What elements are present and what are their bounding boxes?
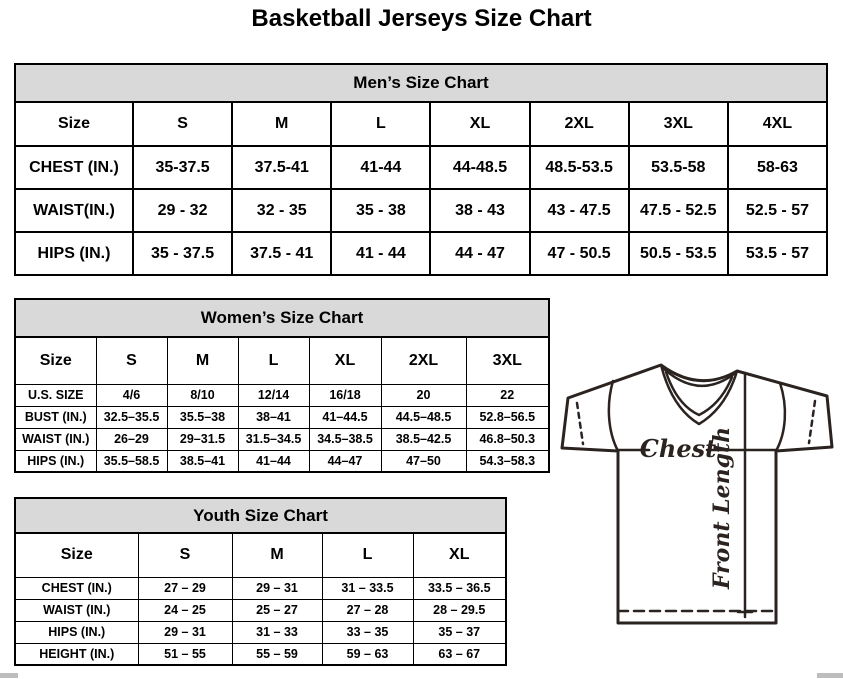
size-value-cell: 35.5–38	[167, 406, 238, 428]
size-value-cell: 35-37.5	[133, 146, 232, 189]
row-label: WAIST (IN.)	[15, 599, 138, 621]
size-value-cell: 59 – 63	[322, 643, 413, 665]
size-value-cell: 33 – 35	[322, 621, 413, 643]
column-header: Size	[15, 102, 133, 146]
chest-label: Chest	[639, 434, 717, 463]
size-value-cell: 35 – 37	[413, 621, 506, 643]
size-value-cell: 37.5-41	[232, 146, 331, 189]
right-armhole-seam	[776, 383, 785, 451]
column-header: 2XL	[381, 337, 466, 384]
size-value-cell: 44 - 47	[430, 232, 529, 275]
column-header: L	[331, 102, 430, 146]
jersey-body-outline	[562, 365, 832, 623]
row-label: HIPS (IN.)	[15, 621, 138, 643]
column-header: XL	[309, 337, 381, 384]
row-label: HIPS (IN.)	[15, 232, 133, 275]
size-value-cell: 41–44	[238, 450, 309, 472]
size-value-cell: 29–31.5	[167, 428, 238, 450]
size-value-cell: 20	[381, 384, 466, 406]
column-header: 4XL	[728, 102, 827, 146]
size-value-cell: 4/6	[96, 384, 167, 406]
size-value-cell: 38–41	[238, 406, 309, 428]
size-value-cell: 51 – 55	[138, 643, 232, 665]
row-label: U.S. SIZE	[15, 384, 96, 406]
size-value-cell: 38.5–41	[167, 450, 238, 472]
size-value-cell: 55 – 59	[232, 643, 322, 665]
left-cuff-dashed-line	[577, 403, 583, 444]
size-value-cell: 50.5 - 53.5	[629, 232, 728, 275]
column-header: M	[167, 337, 238, 384]
mens-chart-title: Men’s Size Chart	[14, 63, 828, 103]
size-value-cell: 38 - 43	[430, 189, 529, 232]
size-value-cell: 29 – 31	[232, 577, 322, 599]
size-value-cell: 47.5 - 52.5	[629, 189, 728, 232]
column-header: 3XL	[466, 337, 549, 384]
size-value-cell: 22	[466, 384, 549, 406]
column-header: XL	[413, 533, 506, 577]
size-value-cell: 35.5–58.5	[96, 450, 167, 472]
mens-size-chart-section	[14, 63, 828, 276]
column-header-row	[15, 102, 827, 146]
table-row	[15, 428, 549, 450]
size-value-cell: 16/18	[309, 384, 381, 406]
right-cuff-dashed-line	[809, 401, 815, 443]
size-value-cell: 24 – 25	[138, 599, 232, 621]
column-header: Size	[15, 337, 96, 384]
table-row	[15, 189, 827, 232]
size-value-cell: 53.5 - 57	[728, 232, 827, 275]
table-row	[15, 450, 549, 472]
size-value-cell: 47 - 50.5	[530, 232, 629, 275]
column-header: Size	[15, 533, 138, 577]
table-row	[15, 577, 506, 599]
size-value-cell: 32.5–35.5	[96, 406, 167, 428]
column-header: 2XL	[530, 102, 629, 146]
row-label: HIPS (IN.)	[15, 450, 96, 472]
size-value-cell: 28 – 29.5	[413, 599, 506, 621]
size-value-cell: 8/10	[167, 384, 238, 406]
size-value-cell: 41 - 44	[331, 232, 430, 275]
row-label: HEIGHT (IN.)	[15, 643, 138, 665]
size-value-cell: 38.5–42.5	[381, 428, 466, 450]
size-value-cell: 44.5–48.5	[381, 406, 466, 428]
row-label: WAIST(IN.)	[15, 189, 133, 232]
column-header: M	[232, 533, 322, 577]
womens-chart-title: Women’s Size Chart	[14, 298, 550, 338]
youth-size-chart-section	[14, 497, 507, 666]
size-value-cell: 47–50	[381, 450, 466, 472]
womens-size-table	[14, 336, 550, 473]
womens-size-chart-section	[14, 298, 550, 473]
column-header: XL	[430, 102, 529, 146]
size-value-cell: 27 – 29	[138, 577, 232, 599]
table-row	[15, 384, 549, 406]
column-header: L	[322, 533, 413, 577]
size-value-cell: 52.8–56.5	[466, 406, 549, 428]
column-header: S	[138, 533, 232, 577]
size-value-cell: 31 – 33	[232, 621, 322, 643]
size-value-cell: 33.5 – 36.5	[413, 577, 506, 599]
row-label: BUST (IN.)	[15, 406, 96, 428]
table-row	[15, 643, 506, 665]
size-value-cell: 46.8–50.3	[466, 428, 549, 450]
size-value-cell: 54.3–58.3	[466, 450, 549, 472]
column-header: M	[232, 102, 331, 146]
size-value-cell: 41-44	[331, 146, 430, 189]
front-length-label: Front Length	[709, 426, 735, 590]
size-value-cell: 41–44.5	[309, 406, 381, 428]
column-header: S	[96, 337, 167, 384]
size-value-cell: 29 - 32	[133, 189, 232, 232]
table-row	[15, 621, 506, 643]
size-value-cell: 43 - 47.5	[530, 189, 629, 232]
size-value-cell: 32 - 35	[232, 189, 331, 232]
column-header-row	[15, 337, 549, 384]
youth-chart-title: Youth Size Chart	[14, 497, 507, 534]
size-value-cell: 44–47	[309, 450, 381, 472]
jersey-measurement-diagram	[556, 360, 838, 652]
table-row	[15, 406, 549, 428]
size-value-cell: 35 - 38	[331, 189, 430, 232]
size-value-cell: 44-48.5	[430, 146, 529, 189]
table-row	[15, 232, 827, 275]
size-value-cell: 37.5 - 41	[232, 232, 331, 275]
size-value-cell: 48.5-53.5	[530, 146, 629, 189]
size-value-cell: 26–29	[96, 428, 167, 450]
column-header: S	[133, 102, 232, 146]
horizontal-scrollbar-fragment-left[interactable]	[0, 673, 18, 678]
size-value-cell: 12/14	[238, 384, 309, 406]
row-label: CHEST (IN.)	[15, 146, 133, 189]
column-header-row	[15, 533, 506, 577]
table-row	[15, 146, 827, 189]
size-value-cell: 31 – 33.5	[322, 577, 413, 599]
size-value-cell: 63 – 67	[413, 643, 506, 665]
table-row	[15, 599, 506, 621]
mens-size-table	[14, 101, 828, 276]
page-title: Basketball Jerseys Size Chart	[251, 5, 592, 32]
size-value-cell: 29 – 31	[138, 621, 232, 643]
size-value-cell: 25 – 27	[232, 599, 322, 621]
row-label: WAIST (IN.)	[15, 428, 96, 450]
size-value-cell: 53.5-58	[629, 146, 728, 189]
left-armhole-seam	[609, 381, 618, 451]
size-value-cell: 52.5 - 57	[728, 189, 827, 232]
row-label: CHEST (IN.)	[15, 577, 138, 599]
size-value-cell: 31.5–34.5	[238, 428, 309, 450]
size-value-cell: 34.5–38.5	[309, 428, 381, 450]
jersey-outline-drawing	[556, 360, 838, 652]
horizontal-scrollbar-fragment-right[interactable]	[817, 673, 843, 678]
size-value-cell: 27 – 28	[322, 599, 413, 621]
size-value-cell: 58-63	[728, 146, 827, 189]
youth-size-table	[14, 532, 507, 666]
size-value-cell: 35 - 37.5	[133, 232, 232, 275]
column-header: L	[238, 337, 309, 384]
column-header: 3XL	[629, 102, 728, 146]
